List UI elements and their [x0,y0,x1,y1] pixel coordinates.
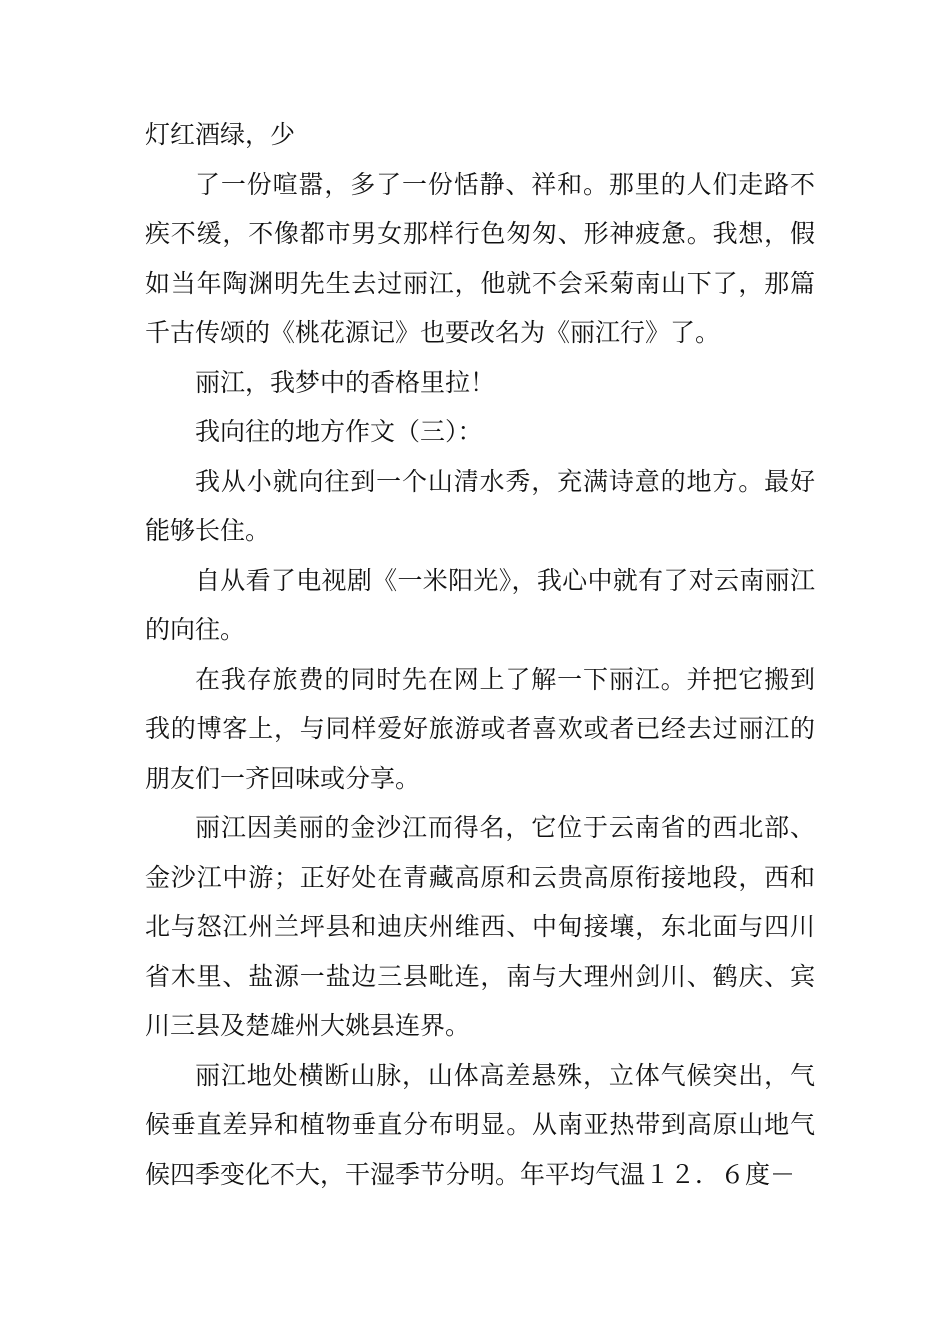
paragraph-1: 灯红酒绿，少 [145,120,296,149]
paragraph-3: 丽江，我梦中的香格里拉！ [195,367,496,397]
paragraph-9: 丽江地处横断山脉，山体高差悬殊，立体气候突出，气候垂直差异和植物垂直分布明显。从南亚热带到高原山地气候四季变化不大，干湿季节分明。年平均气温１２．６度－ [145,1060,815,1189]
section-heading: 我向往的地方作文（三）： [195,417,483,446]
paragraph-6: 自从看了电视剧《一米阳光》，我心中就有了对云南丽江的向往。 [145,565,815,644]
paragraph-5: 我从小就向往到一个山清水秀，充满诗意的地方。最好能够长住。 [145,466,815,545]
article-body [145,110,815,1199]
paragraph-2: 了一份喧嚣，多了一份恬静、祥和。那里的人们走路不疾不缓，不像都市男女那样行色匆匆、形神疲惫。我想，假如当年陶渊明先生去过丽江，他就不会采菊南山下了，那篇千古传颂的《桃花源记》也要改名为《丽江行》了。 [145,169,815,347]
paragraph-7: 在我存旅费的同时先在网上了解一下丽江。并把它搬到我的博客上，与同样爱好旅游或者喜欢或者已经去过丽江的朋友们一齐回味或分享。 [145,664,815,793]
paragraph-8: 丽江因美丽的金沙江而得名，它位于云南省的西北部、金沙江中游；正好处在青藏高原和云贵高原衔接地段，西和北与怒江州兰坪县和迪庆州维西、中甸接壤，东北面与四川省木里、盐源一盐边三县毗连，南与大理州剑川、鹤庆、宾川三县及楚雄州大姚县连界。 [145,813,815,1040]
